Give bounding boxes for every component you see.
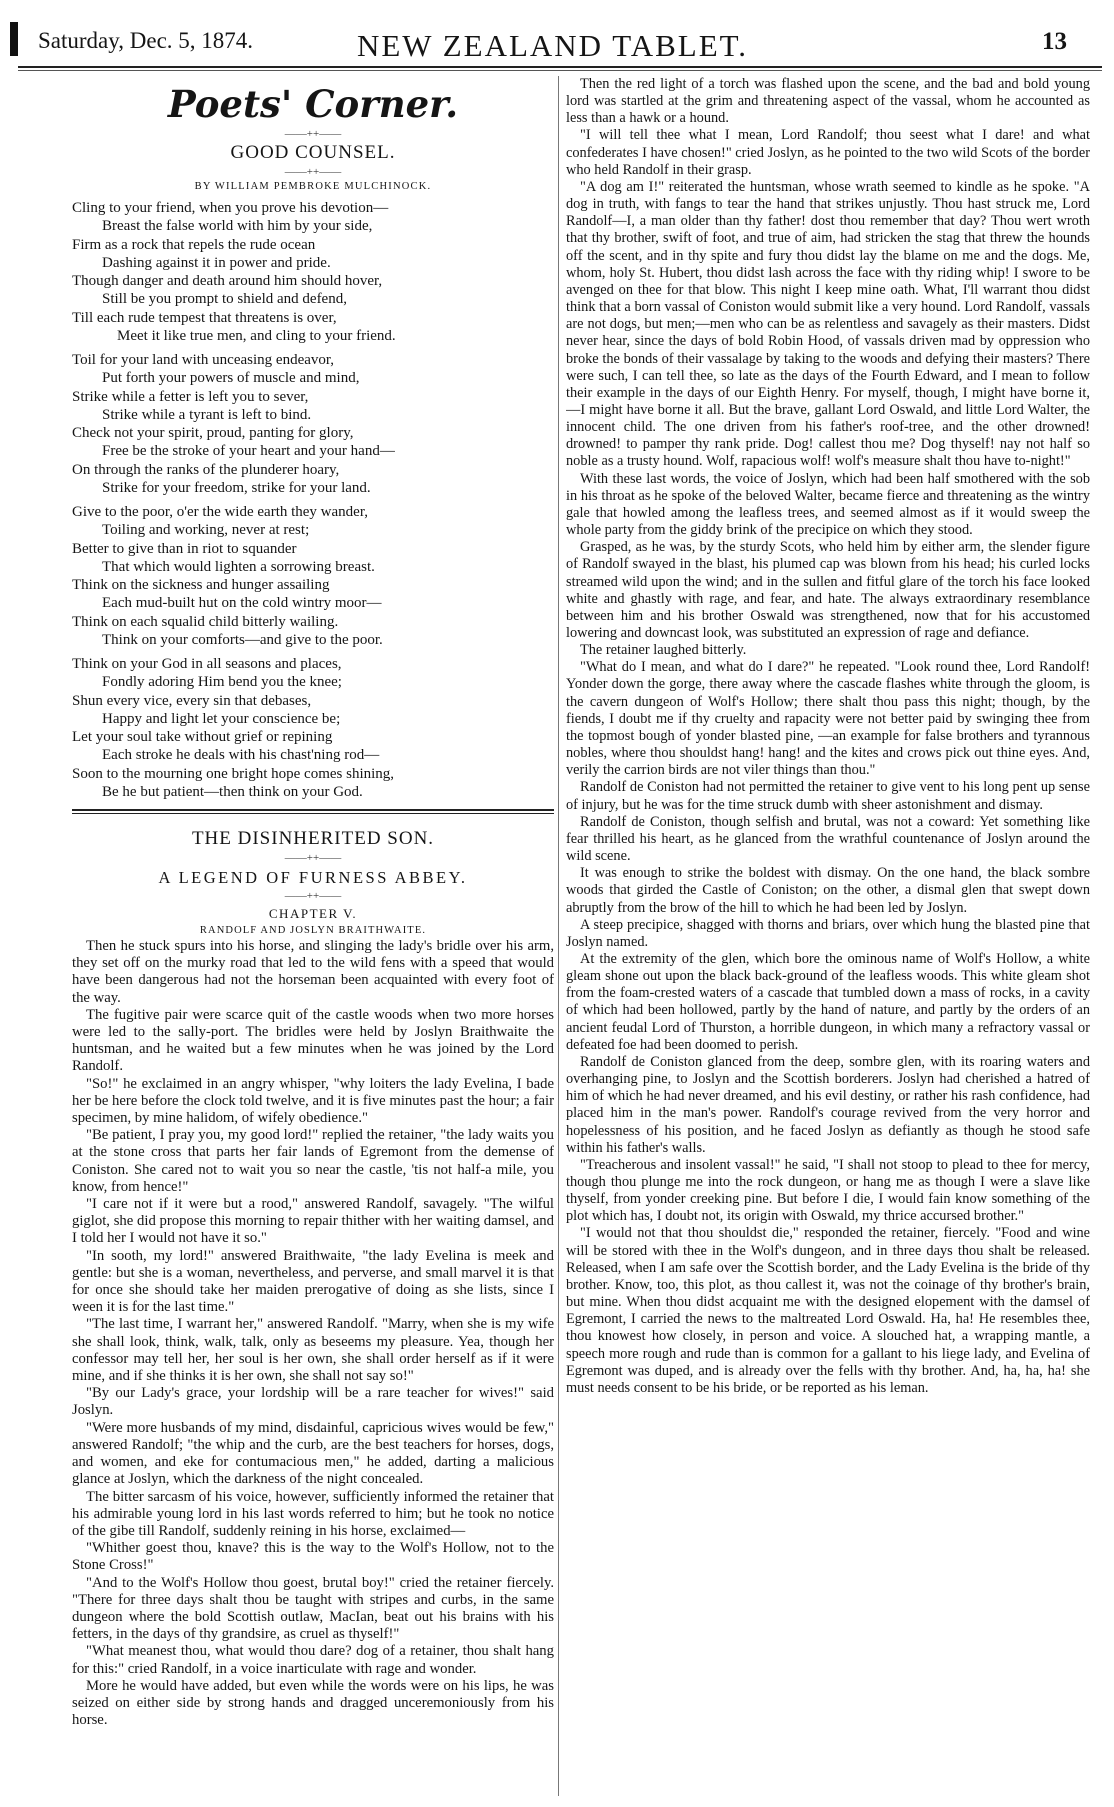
story-subtitle: A LEGEND OF FURNESS ABBEY.: [158, 868, 468, 887]
poem-line: Think on the sickness and hunger assailing: [72, 577, 330, 593]
poem-line: Still be you prompt to shield and defend,: [102, 291, 347, 308]
story-paragraph: "Be patient, I pray you, my good lord!" replied the retainer, "the lady waits you at the stone cross that parts her fair lands of Egremont from the demense of Coniston. She cared not to wait you so near the castle, 'tis not half-a mile, you know, from hence!": [72, 1127, 554, 1195]
poem-line: Toil for your land with unceasing endeavor,: [72, 352, 335, 368]
poem-line: Firm as a rock that repels the rude ocean: [72, 236, 316, 253]
poem-line: On through the ranks of the plunderer hoary,: [72, 461, 340, 478]
story-paragraph: "In sooth, my lord!" answered Braithwaite, "the lady Evelina is meek and gentle: but she is a woman, nevertheless, and perverse, and small marvel it is that for once she should take her maiden prerogative of doing as she lists, since I ween it is for the last time.": [72, 1247, 554, 1316]
poem-line: Each mud-built hut on the cold wintry moor—: [102, 595, 382, 612]
poem-stanza: [72, 503, 554, 649]
right-column: [566, 76, 1090, 1796]
chapter-heading: RANDOLF AND JOSLYN BRAITHWAITE.: [199, 925, 427, 936]
story-paragraph: "A dog am I!" reiterated the huntsman, whose wrath seemed to kindle as he spoke. "A dog in truth, with fangs to tear the hand that strikes unjustly. Thou hast struck me, Lord Randolf—I, a man older than thy father! dost thou remember that day? Thou wert wroth that thy brother, swift of foot, and true of aim, had stricken the stag that threw the hounds off the scent, and in thy spite and fury thou didst lay the blame on me and the dogs. Me, whom, holy St. Hubert, thou didst lash across the face with thy riding whip! I swore to be avenged on thee for that blow. This night I keep mine oath. What, I'll warrant thou didst think that a born vassal of Coniston would submit like a very hound. Lord Randolf, vassals are not dogs, but men;—men who can be as relentless and savagely as their masters. Didst never hear, since the days of bold Robin Hood, of vassals driven mad by oppression who broke the bonds of their vassalage by taking to the woods and defying their masters? There were such, I can tell thee, so late as the days of the Fourth Edward, and I mean to follow their example in the days of our Eighth Henry. For myself, though, I might have borne it,—I might have borne it all. But the brave, gallant Lord Oswald, and little Lord Walter, the innocent child. The one driven from his father's roof-tree, and the other drowned! drowned! to pamper thy rank pride. Dog! callest thou me? Dog thyself! nay not half so noble as a trusty hound. Wolf, rapacious wolf! wolf's measure shalt thou have to-night!": [566, 178, 1090, 470]
story-text-left: [72, 938, 554, 1729]
poem-line: Though danger and death around him should hover,: [72, 273, 383, 289]
story-paragraph: The fugitive pair were scarce quit of the castle woods when two more horses were led to the sally-port. The bridles were held by Joslyn Braithwaite the huntsman, and he waited but a few minutes when he was joined by the Lord Randolf.: [72, 1006, 554, 1075]
story-paragraph: "What meanest thou, what would thou dare? dog of a retainer, thou shalt hang for this:" cried Randolf, in a voice inarticulate with rage and wonder.: [72, 1643, 554, 1677]
poem-line: Happy and light let your conscience be;: [102, 710, 341, 727]
poem-line: Strike while a fetter is left you to sever,: [72, 388, 309, 405]
ornament-divider: ——++——: [284, 166, 342, 178]
poem-body: [72, 199, 554, 801]
chapter-number: CHAPTER V.: [268, 906, 358, 921]
poem-line: Toiling and working, never at rest;: [102, 522, 310, 539]
story-paragraph: Randolf de Coniston glanced from the deep, sombre glen, with its roaring waters and overhanging pine, to Joslyn and the Scottish borderers. Joslyn had cherished a hatred of him of which he had never dreamed, and his evil destiny, or rather his rash confidence, had placed him in the man's power. Randolf's courage revived from the very horror and hopelessness of his position, and he faced Joslyn as defiantly as though he stood safe within his father's walls.: [566, 1053, 1090, 1156]
story-paragraph: "By our Lady's grace, your lordship will be a rare teacher for wives!" said Joslyn.: [72, 1385, 554, 1419]
story-paragraph: "The last time, I warrant her," answered Randolf. "Marry, when she is my wife she shall look, think, walk, talk, only as beseems my pleasure. Yea, though her confessor may tell her, her soul is her own, she shall order herself as if it were mine, and if she thinks it is her own, she shall not say so!": [72, 1316, 554, 1385]
poem-line: Each stroke he deals with his chast'ning rod—: [102, 747, 380, 764]
story-paragraph: The retainer laughed bitterly.: [580, 642, 747, 659]
masthead: [10, 18, 1095, 70]
poem-line: Give to the poor, o'er the wide earth they wander,: [72, 504, 368, 520]
story-paragraph: With these last words, the voice of Joslyn, which had been half smothered with the sob in his throat as he spoke of the beloved Walter, became fierce and threatening as the wintry gale that howled among the leafless trees, and seemed almost as if it would sweep the whole party from the giddy brink of the precipice on which they stood.: [566, 470, 1090, 539]
poem-title: GOOD COUNSEL.: [230, 142, 396, 163]
story-paragraph: A steep precipice, shagged with thorns and briars, over which hung the blasted pine that Joslyn named.: [566, 916, 1090, 950]
issue-date: Saturday, Dec. 5, 1874.: [38, 28, 254, 53]
ornament-divider: ——++——: [284, 128, 342, 140]
story-paragraph: Then the red light of a torch was flashed upon the scene, and the bad and bold young lord was startled at the grim and threatening aspect of the vassal, whom he accounted as less than a hawk or a hound.: [566, 76, 1090, 127]
poem-line: That which would lighten a sorrowing breast.: [102, 558, 375, 575]
story-paragraph: It was enough to strike the boldest with dismay. On the one hand, the black sombre woods that girded the Castle of Coniston; on the other, a dismal glen that swept down abruptly from the brow of the hill to which he had been led by Joslyn.: [566, 865, 1090, 916]
poem-line: Fondly adoring Him bend you the knee;: [102, 674, 342, 691]
story-paragraph: "And to the Wolf's Hollow thou goest, brutal boy!" cried the retainer fiercely. "There for three days shalt thou be taught with stripes and curbs, in the same dungeon where the bold Scottish outlaw, MacIan, beat out his brains with his fetters, in the days of thy grandsire, as cruel as thyself!": [72, 1574, 554, 1643]
poem-line: Dashing against it in power and pride.: [102, 254, 331, 271]
header-rule-thin: [18, 70, 1102, 71]
left-column: [72, 76, 554, 1796]
poem-byline: BY WILLIAM PEMBROKE MULCHINOCK.: [194, 181, 432, 192]
story-paragraph: "Whither goest thou, knave? this is the way to the Wolf's Hollow, not to the Stone Cross!": [72, 1540, 554, 1574]
story-paragraph: Randolf de Coniston, though selfish and brutal, was not a coward: Yet something like fear thrilled his heart, as he glanced from the wrathful countenance of Joslyn around the wild scene.: [566, 813, 1090, 865]
poem-line: Think on your comforts—and give to the poor.: [102, 631, 383, 648]
poem-line: Check not your spirit, proud, panting for glory,: [72, 425, 354, 441]
story-title: THE DISINHERITED SON.: [191, 828, 435, 849]
header-rule: [18, 66, 1102, 68]
ornament-divider: ——++——: [284, 852, 342, 864]
poem-stanza: [72, 199, 554, 345]
poem-line: Strike while a tyrant is left to bind.: [102, 406, 312, 423]
poem-line: Soon to the mourning one bright hope comes shining,: [72, 765, 395, 782]
poem-stanza: [72, 655, 554, 801]
poem-line: Think on each squalid child bitterly wailing.: [72, 613, 339, 630]
story-paragraph: "Were more husbands of my mind, disdainful, capricious wives would be few," answered Randolf; "the whip and the curb, are the best teachers for horses, dogs, and women, and eke for contumacious men," he added, darting a malicious glance at Joslyn, which the darkness of the night concealed.: [72, 1419, 554, 1488]
story-paragraph: "I care not if it were but a rood," answered Randolf, savagely. "The wilful giglot, she did propose this morning to repair thither with her waiting damsel, and I told her I would not have it so.": [72, 1196, 554, 1247]
story-paragraph: "Treacherous and insolent vassal!" he said, "I shall not stoop to plead to thee for mercy, though thou plunge me into the rock dungeon, or hang me as though I were a slave like thyself, from yonder creeking pine. But before I die, I would fain know something of the plot which has, I doubt not, its origin with Oswald, my thrice accursed brother.": [566, 1156, 1090, 1225]
story-paragraph: "I would not that thou shouldst die," responded the retainer, fiercely. "Food and wine will be stored with thee in the Wolf's dungeon, and in three days thou shalt be released. Released, when I am safe over the Scottish border, and the Lady Evelina is the bride of thy brother. Know, too, this plot, as thou callest it, was not the coinage of thy brother's brain, but mine. When thou didst acquaint me with the designed elopement with the damsel of Egremont, I carried the news to the maltreated Lord Oswald. Ha, ha! He resembles thee, thou knowest how closely, in person and voice. A slouched hat, a wrapping mantle, a speech more rough and rude than is common for a gallant to his liege lady, and Evelina of Egremont was duped, and is already over the fells with thy brother. And, ha, ha, ha! she must needs consent to be his bride, or be reported as his leman.: [566, 1225, 1090, 1396]
poem-line: Strike for your freedom, strike for your land.: [102, 479, 371, 496]
poem-line: Let your soul take without grief or repining: [72, 729, 333, 745]
story-paragraph: The bitter sarcasm of his voice, however, sufficiently informed the retainer that his admirable young lord in his last words referred to him; but he took no notice of the gibe till Randolf, suddenly reining in his horse, exclaimed—: [72, 1488, 554, 1539]
poem-line: Till each rude tempest that threatens is over,: [72, 309, 337, 326]
newspaper-title: NEW ZEALAND TABLET.: [356, 28, 749, 63]
story-paragraph: Randolf de Coniston had not permitted the retainer to give vent to his long pent up sense of injury, but he was for the time struck dumb with sheer astonishment and dismay.: [566, 779, 1090, 813]
poem-line: Meet it like true men, and cling to your friend.: [117, 327, 396, 344]
poem-stanza: [72, 351, 554, 497]
story-paragraph: Then he stuck spurs into his horse, and slinging the lady's bridle over his arm, they set off on the murky road that led to the wild fens with a speed that would have been dangerous had not the horseman been acquainted with every foot of the way.: [72, 938, 554, 1006]
page-number: 13: [1042, 28, 1067, 55]
poets-corner-heading: Poets' Corner.: [167, 82, 459, 126]
poem-line: Better to give than in riot to squander: [72, 540, 297, 557]
poem-line: Think on your God in all seasons and places,: [72, 656, 342, 672]
story-text-right: [566, 76, 1090, 1397]
section-rule: [72, 809, 554, 814]
poem-line: Shun every vice, every sin that debases,: [72, 692, 312, 709]
column-divider: [558, 76, 559, 1796]
poem-line: Free be the stroke of your heart and your hand—: [102, 443, 395, 460]
ornament-divider: ——++——: [284, 890, 342, 902]
story-paragraph: "What do I mean, and what do I dare?" he repeated. "Look round thee, Lord Randolf! Yonder down the gorge, there away where the cascade flashes white through the gloom, is the cavern dungeon of Wolf's Hollow; there shalt thou pass this night; though, by the fiends, I doubt me if thy cruelty and rapacity were not better paid by swinging thee from the topmost bough of yonder blasted pine, —an example for false brothers and tyrannous nobles, where thou shouldst hang! hang! and the kites and crows pick out thine eyes. And, verily the carrion birds are not viler things than thou.": [566, 659, 1090, 779]
story-paragraph: More he would have added, but even while the words were on his lips, he was seized on either side by strong hands and dragged unceremoniously from his horse.: [72, 1677, 554, 1729]
poem-line: Put forth your powers of muscle and mind,: [102, 370, 360, 387]
story-paragraph: "I will tell thee what I mean, Lord Randolf; thou seest what I dare! and what confederates I have chosen!" cried Joslyn, as he pointed to the two wild Scots of the border who held Randolf in their grasp.: [566, 127, 1090, 178]
story-paragraph: "So!" he exclaimed in an angry whisper, "why loiters the lady Evelina, I bade her be here before the clock told twelve, and it is five minutes past the hour; a fair specimen, by mine halidom, of wifely obedience.": [72, 1075, 554, 1127]
story-paragraph: At the extremity of the glen, which bore the ominous name of Wolf's Hollow, a white gleam shone out upon the black back-ground of the leafless woods. This white gleam shot from the foam-crested waters of a cascade that tumbled down a mass of rocks, in a cavity of which had been hollowed, partly by the hand of nature, and partly by the orders of an ancient feudal Lord of Thurston, a horrible dungeon, in which many a refractory vassal or defeated foe had been doomed to perish.: [566, 950, 1090, 1053]
poem-line: Breast the false world with him by your side,: [102, 218, 373, 235]
story-paragraph: Grasped, as he was, by the sturdy Scots, who held him by either arm, the slender figure of Randolf swayed in the blast, his plumed cap was blown from his head; his curled locks streamed wild upon the wind; and in the sullen and fitful glare of the torch his face looked white and ghastly with rage, and fear, and hate. The always extraordinary resemblance between him and his brother Oswald was strengthened, now that for his accustomed lowering and downcast look, was substituted an expression of rage and defiance.: [566, 539, 1090, 641]
poem-line: Cling to your friend, when you prove his devotion—: [72, 200, 389, 216]
poem-line: Be he but patient—then think on your God.: [102, 783, 363, 800]
